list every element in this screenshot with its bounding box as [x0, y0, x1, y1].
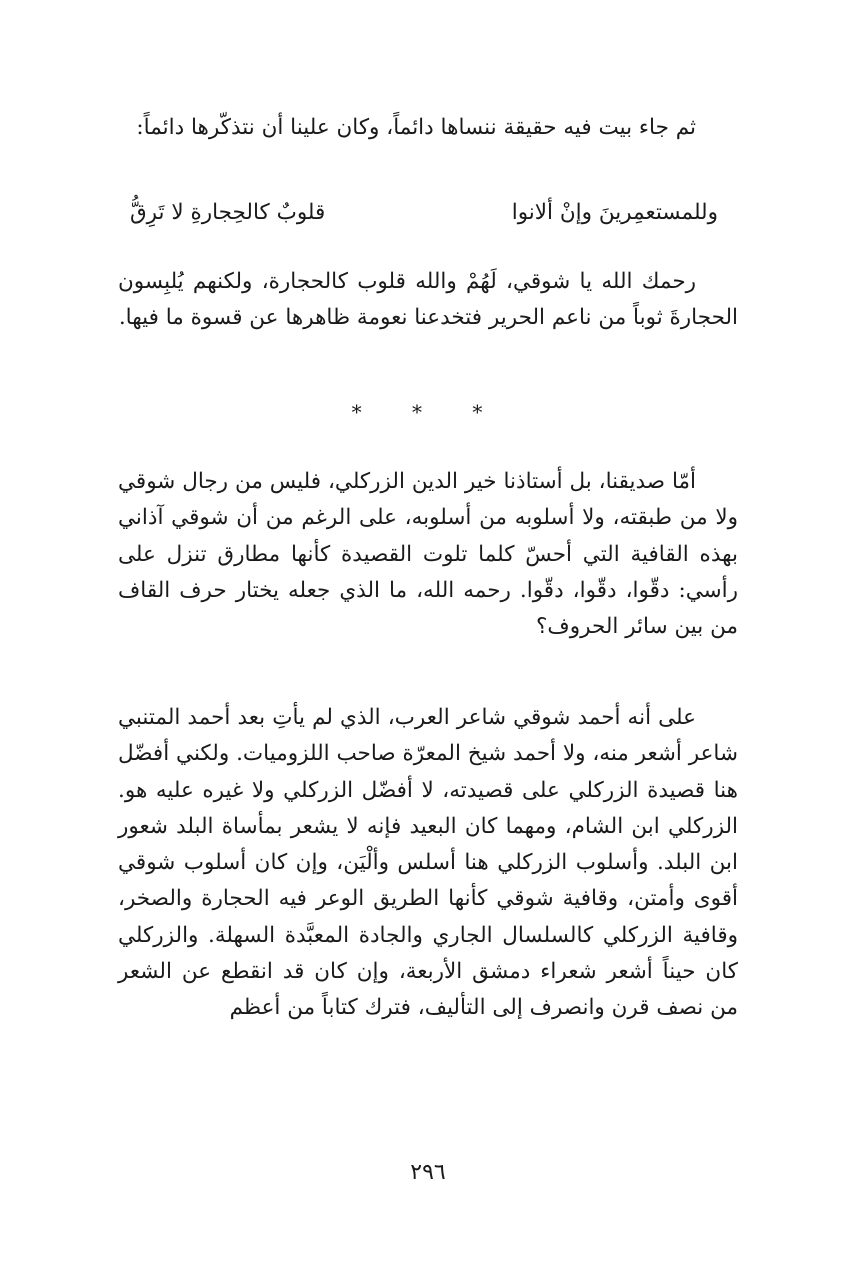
verse-second-hemistich: قلوبٌ كالحِجارةِ لا تَرِقُّ — [130, 200, 326, 225]
paragraph-text: على أنه أحمد شوقي شاعر العرب، الذي لم يأتِ بعد أحمد المتنبي شاعر أشعر منه، ولا أحمد شيخ المعرّة صاحب اللزوميات. ولكني أفضّل هنا قصيدة الزركلي على قصيدته، لا أفضّل الزركلي ولا غيره عليه هو. الزركلي ابن الشام، ومهما كان البعيد فإنه لا يشعر بمأساة البلد شعور ابن البلد. وأسلوب الزركلي هنا أسلس وألْيَن، وإن كان أسلوب شوقي أقوى وأمتن، وقافية شوقي كأنها الطريق الوعر فيه الحجارة والصخر، وقافية الزركلي كالسلسال الجاري والجادة المعبَّدة السهلة. والزركلي كان حيناً أشعر شعراء دمشق الأربعة، وإن كان قد انقطع عن الشعر من نصف قرن وانصرف إلى التأليف، فترك كتاباً من أعظم — [118, 705, 738, 1021]
paragraph-shawqi — [118, 264, 738, 337]
poetry-verse — [118, 195, 738, 235]
paragraph-intro-verse — [118, 110, 738, 146]
paragraph-text: ثم جاء بيت فيه حقيقة ننساها دائماً، وكان علينا أن نتذكّرها دائماً: — [136, 115, 696, 140]
paragraph-comparison — [118, 700, 738, 1027]
paragraph-text: أمّا صديقنا، بل أستاذنا خير الدين الزركلي، فليس من رجال شوقي ولا من طبقته، ولا أسلوبه من أسلوبه، على الرغم من أن شوقي آذاني بهذه القافية التي أحسّ كلما تلوت القصيدة كأنها مطارق تنزل على رأسي: دقّوا، دقّوا، دقّوا. رحمه الله، ما الذي جعله يختار حرف القاف من بين سائر الحروف؟ — [118, 469, 738, 640]
paragraph-text: رحمك الله يا شوقي، لَهُمْ والله قلوب كالحجارة، ولكنهم يُلبِسون الحجارةَ ثوباً من ناعم الحرير فتخدعنا نعومة ظاهرها عن قسوة ما فيها. — [118, 269, 738, 331]
page-number: ٢٩٦ — [410, 1160, 446, 1185]
verse-first-hemistich: وللمستعمِرينَ وإنْ ألانوا — [511, 200, 718, 225]
section-separator-asterisks: * * * — [351, 400, 505, 424]
paragraph-zirikli — [118, 464, 738, 645]
